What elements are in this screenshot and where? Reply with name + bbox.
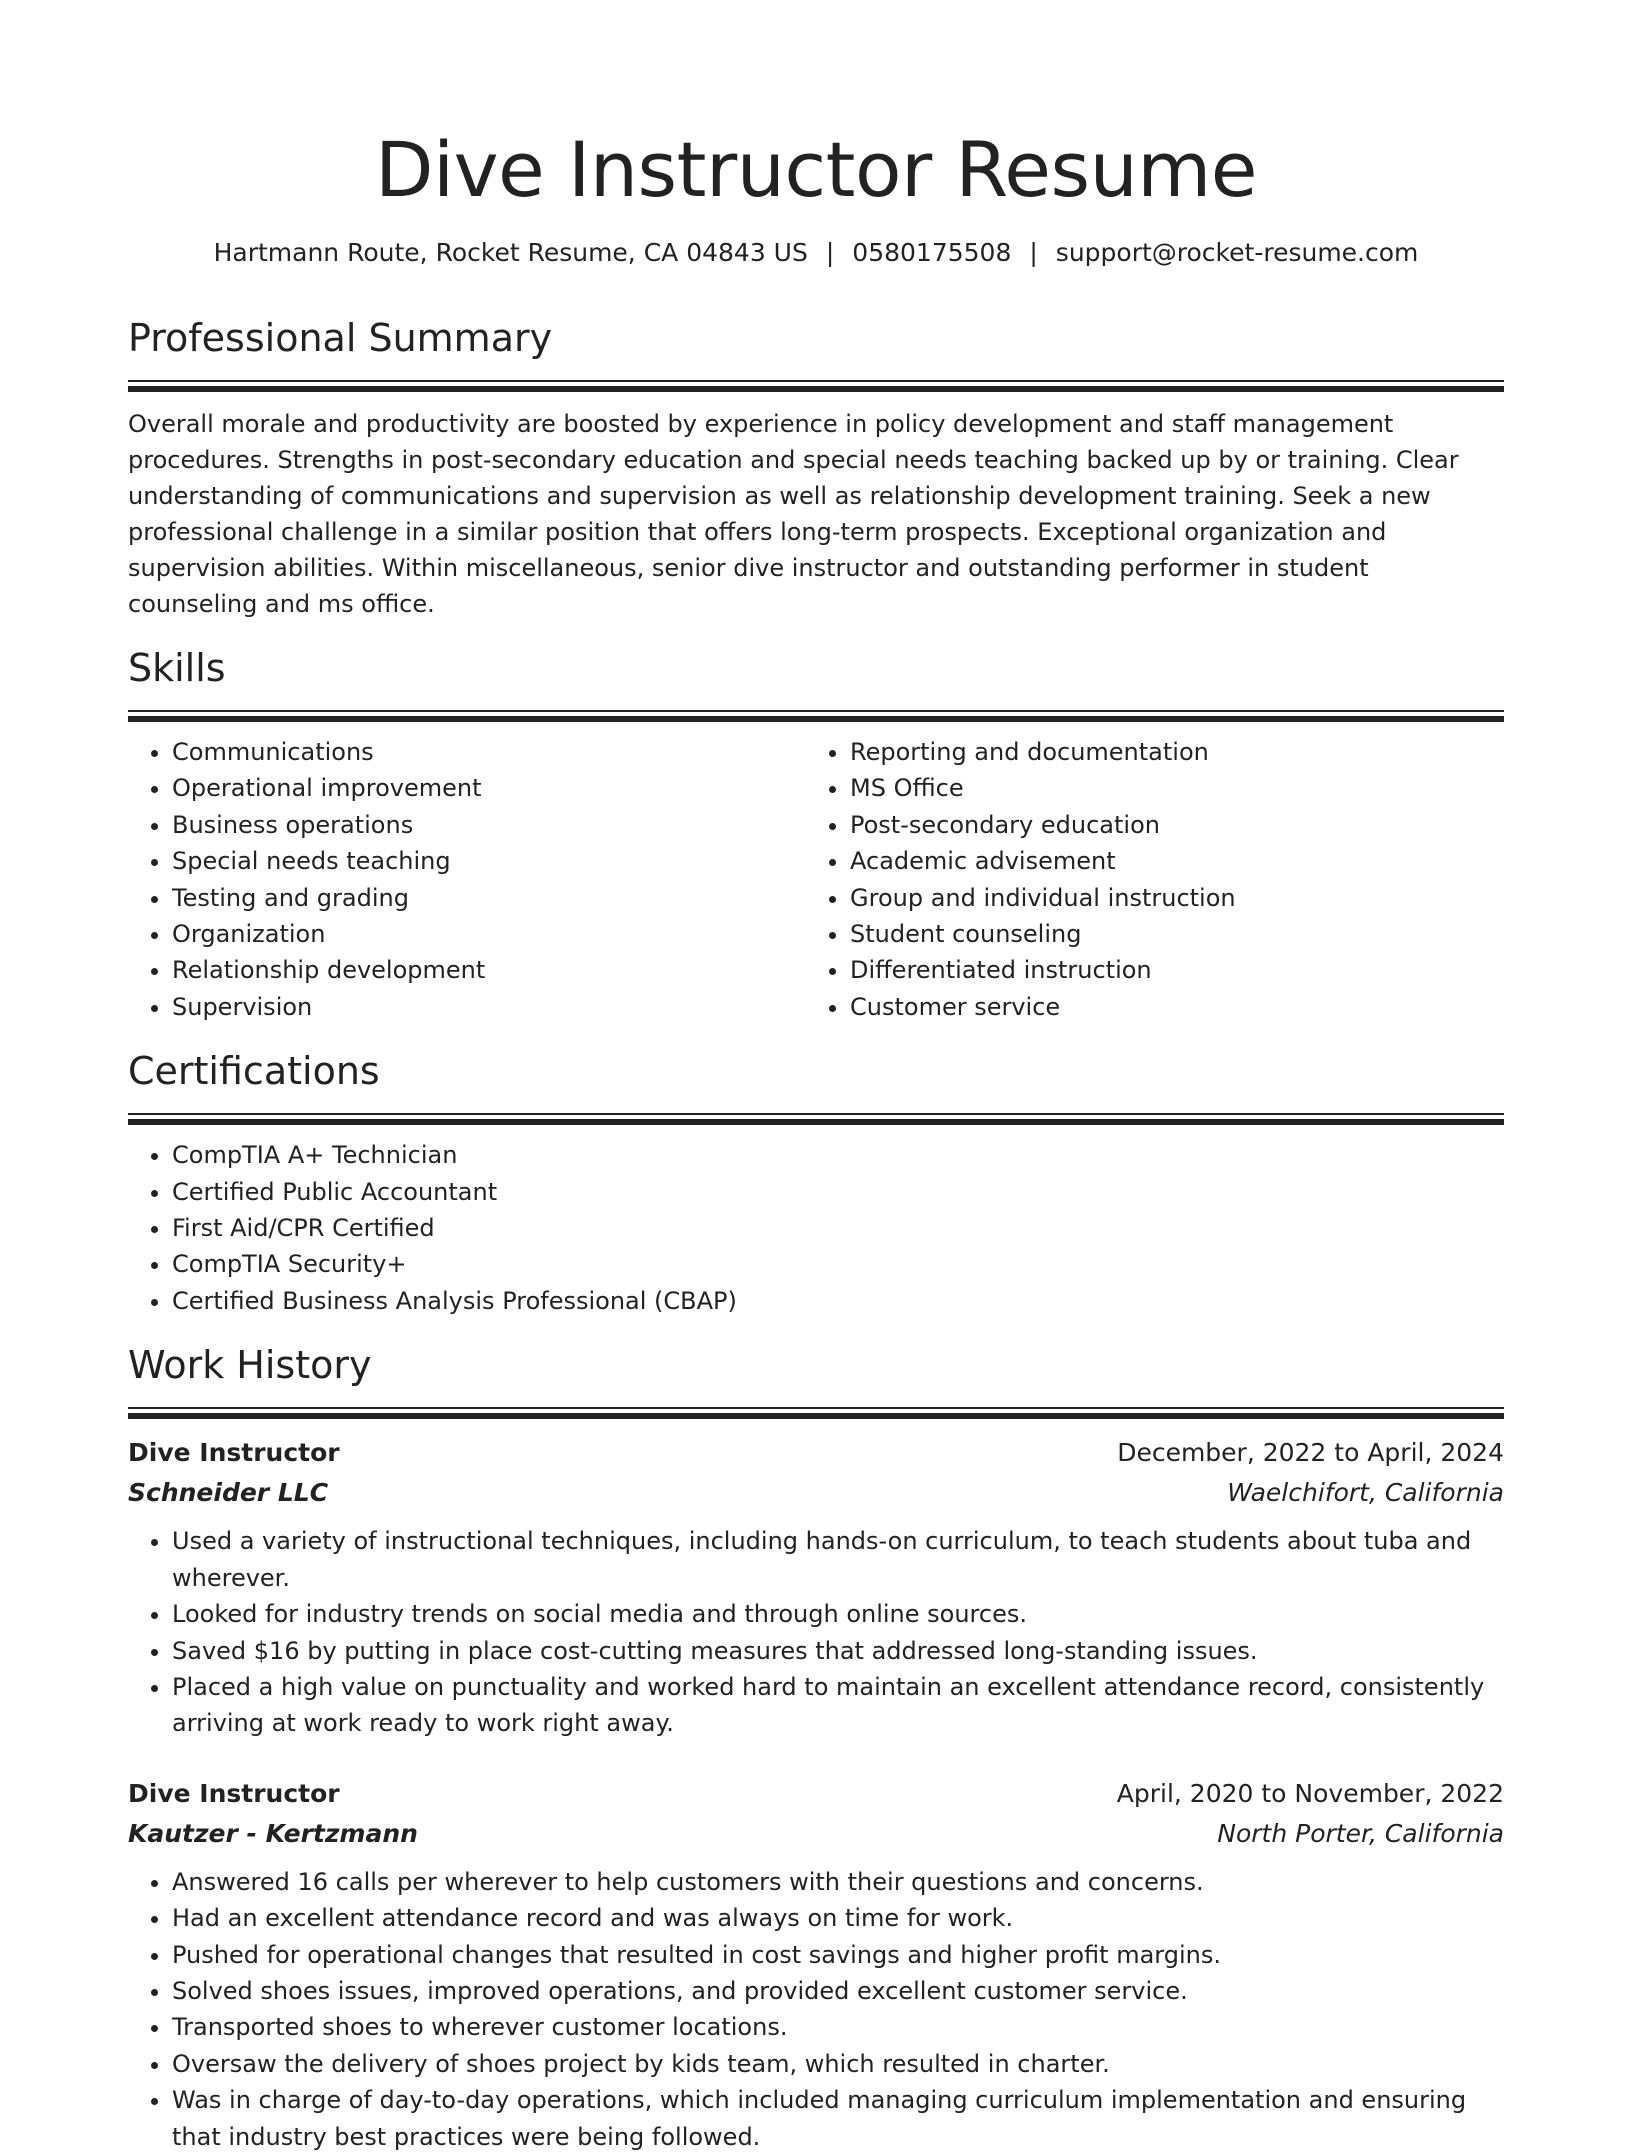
skill-item: • Post-secondary education bbox=[850, 807, 1484, 843]
contact-email: support@rocket-resume.com bbox=[1055, 238, 1419, 267]
job-location: Waelchifort, California bbox=[1227, 1478, 1504, 1508]
job-entry bbox=[128, 1433, 1504, 1741]
job-bullet: • Pushed for operational changes that resulted in cost savings and higher profit margins. bbox=[172, 1937, 1504, 1973]
skill-item: • Academic advisement bbox=[850, 843, 1484, 879]
job-title: Dive Instructor bbox=[128, 1778, 340, 1808]
contact-line bbox=[128, 236, 1504, 270]
skill-item: • Group and individual instruction bbox=[850, 880, 1484, 916]
job-bullet: • Saved $16 by putting in place cost-cutting measures that addressed long-standing issues. bbox=[172, 1633, 1504, 1669]
certification-item: • CompTIA Security+ bbox=[172, 1246, 1504, 1282]
section-divider bbox=[128, 1113, 1504, 1125]
job-subheader bbox=[128, 1473, 1504, 1513]
skill-item: • Student counseling bbox=[850, 916, 1484, 952]
job-bullet: • Had an excellent attendance record and was always on time for work. bbox=[172, 1900, 1504, 1936]
job-bullet: • Transported shoes to wherever customer locations. bbox=[172, 2009, 1504, 2045]
contact-phone: 0580175508 bbox=[852, 238, 1012, 267]
skill-item: • Communications bbox=[172, 734, 806, 770]
summary-heading: Professional Summary bbox=[128, 316, 553, 360]
skill-item: • Customer service bbox=[850, 989, 1484, 1025]
job-subheader bbox=[128, 1814, 1504, 1854]
summary-section bbox=[128, 314, 1504, 622]
skill-item: • Operational improvement bbox=[172, 770, 806, 806]
job-entry bbox=[128, 1774, 1504, 2155]
job-title: Dive Instructor bbox=[128, 1438, 340, 1468]
skills-list-left bbox=[128, 734, 806, 1025]
section-divider bbox=[128, 710, 1504, 722]
job-company: Schneider LLC bbox=[128, 1478, 329, 1508]
contact-separator: | bbox=[825, 238, 835, 267]
skill-item: • Reporting and documentation bbox=[850, 734, 1484, 770]
section-divider bbox=[128, 1407, 1504, 1419]
resume-page bbox=[128, 0, 1504, 2155]
job-bullets bbox=[128, 1864, 1504, 2155]
contact-separator: | bbox=[1029, 238, 1038, 267]
skill-item: • MS Office bbox=[850, 770, 1484, 806]
skill-item: • Relationship development bbox=[172, 952, 806, 988]
resume-title: Dive Instructor Resume bbox=[374, 125, 1258, 214]
section-divider bbox=[128, 380, 1504, 392]
contact-address: Hartmann Route, Rocket Resume, CA 04843 US bbox=[213, 238, 808, 267]
job-header bbox=[128, 1774, 1504, 1814]
certifications-heading: Certifications bbox=[128, 1049, 380, 1094]
job-bullet: • Oversaw the delivery of shoes project by kids team, which resulted in charter. bbox=[172, 2046, 1504, 2082]
job-header bbox=[128, 1433, 1504, 1473]
certification-item: • CompTIA A+ Technician bbox=[172, 1137, 1504, 1173]
job-dates: December, 2022 to April, 2024 bbox=[1117, 1438, 1504, 1468]
certifications-section bbox=[128, 1047, 1504, 1319]
job-bullet: • Was in charge of day-to-day operations, which included managing curriculum implementation and ensuring that industry best practices were being followed. bbox=[172, 2082, 1504, 2155]
work-history-heading: Work History bbox=[128, 1343, 372, 1388]
skill-item: • Special needs teaching bbox=[172, 843, 806, 879]
certifications-list bbox=[128, 1137, 1504, 1319]
certification-item: • Certified Public Accountant bbox=[172, 1174, 1504, 1210]
job-bullet: • Used a variety of instructional techniques, including hands-on curriculum, to teach students about tuba and wherever. bbox=[172, 1523, 1504, 1596]
skills-columns bbox=[128, 722, 1504, 1025]
summary-text: Overall morale and productivity are boosted by experience in policy development and staff management procedures. Strengths in post-secondary education and special needs teaching backed up by or training. Clear understanding of communications and supervision as well as relationship development training. Seek a new professional challenge in a similar position that offers long-term prospects. Exceptional organization and supervision abilities. Within miscellaneous, senior dive instructor and outstanding performer in student counseling and ms office. bbox=[128, 410, 1459, 618]
certification-item: • Certified Business Analysis Professional (CBAP) bbox=[172, 1283, 1504, 1319]
skill-item: • Business operations bbox=[172, 807, 806, 843]
job-bullets bbox=[128, 1523, 1504, 1741]
skill-item: • Differentiated instruction bbox=[850, 952, 1484, 988]
job-bullet: • Looked for industry trends on social media and through online sources. bbox=[172, 1596, 1504, 1632]
skills-section bbox=[128, 644, 1504, 1025]
skill-item: • Organization bbox=[172, 916, 806, 952]
job-bullet: • Solved shoes issues, improved operations, and provided excellent customer service. bbox=[172, 1973, 1504, 2009]
job-bullet: • Placed a high value on punctuality and worked hard to maintain an excellent attendance record, consistently arriving at work ready to work right away. bbox=[172, 1669, 1504, 1742]
job-dates: April, 2020 to November, 2022 bbox=[1116, 1778, 1504, 1808]
skills-heading: Skills bbox=[128, 646, 226, 690]
skill-item: • Testing and grading bbox=[172, 880, 806, 916]
job-company: Kautzer - Kertzmann bbox=[128, 1818, 418, 1848]
certification-item: • First Aid/CPR Certified bbox=[172, 1210, 1504, 1246]
skill-item: • Supervision bbox=[172, 989, 806, 1025]
job-bullet: • Answered 16 calls per wherever to help customers with their questions and concerns. bbox=[172, 1864, 1504, 1900]
skills-list-right bbox=[806, 734, 1484, 1025]
work-history-section bbox=[128, 1341, 1504, 2155]
job-location: North Porter, California bbox=[1217, 1818, 1504, 1848]
